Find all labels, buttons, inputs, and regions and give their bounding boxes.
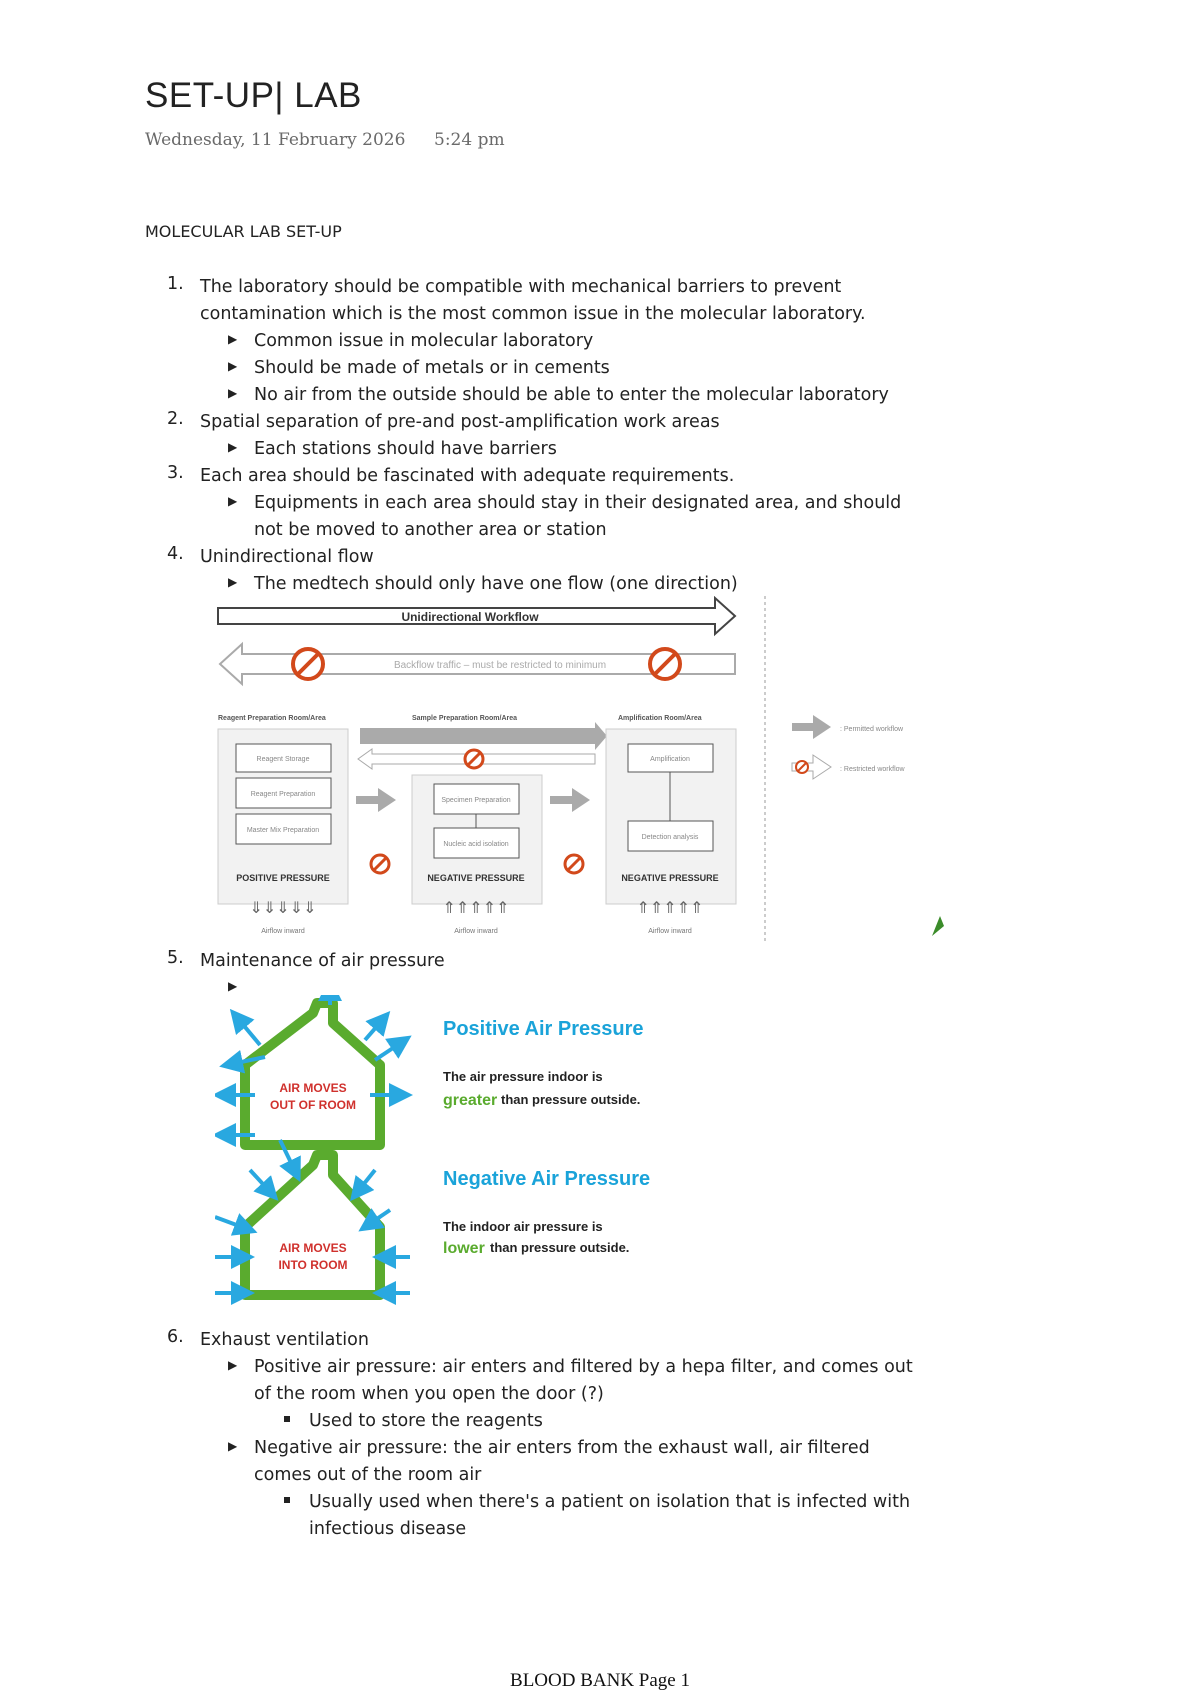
airflow-label: Airflow inward <box>454 928 498 935</box>
page-date: Wednesday, 11 February 2026 <box>145 130 406 150</box>
legend-restricted: : Restricted workflow <box>840 766 905 773</box>
positive-desc: The air pressure indoor is <box>443 1069 603 1084</box>
workflow-arrow <box>360 722 607 750</box>
step-label: Master Mix Preparation <box>246 827 320 834</box>
square-bullet-icon <box>284 1497 290 1503</box>
bullet-arrow-icon: ▶ <box>228 494 238 508</box>
no-entry-icon <box>465 750 483 768</box>
workflow-arrow <box>356 788 396 812</box>
bullet-text: Equipments in each area should stay in their designated area, and should <box>254 493 902 513</box>
page-title: SET-UP| LAB <box>145 76 362 115</box>
sub-bullet-text: infectious disease <box>309 1519 467 1539</box>
bullet-text: of the room when you open the door (?) <box>254 1384 604 1404</box>
airflow-label: Airflow inward <box>261 928 305 935</box>
item-number: 3. <box>167 463 184 483</box>
airflow-arrows-icon: ⇑⇑⇑⇑⇑ <box>636 900 704 917</box>
backflow-arrow-label: Backflow traffic – must be restricted to minimum <box>393 660 607 671</box>
room-title: Reagent Preparation Room/Area <box>218 715 326 722</box>
permitted-arrow-icon <box>792 715 831 739</box>
page-footer: BLOOD BANK Page 1 <box>510 1670 690 1691</box>
item-text: Spatial separation of pre-and post-amplification work areas <box>200 412 720 432</box>
house-label: OUT OF ROOM <box>270 1098 356 1112</box>
page-time: 5:24 pm <box>434 130 505 150</box>
step-label: Amplification <box>650 756 690 763</box>
pressure-label: NEGATIVE PRESSURE <box>427 873 525 883</box>
item-text: Each area should be fascinated with adequate requirements. <box>200 466 735 486</box>
house-negative-icon <box>245 1155 380 1295</box>
legend-permitted: : Permitted workflow <box>840 726 904 733</box>
item-text: contamination which is the most common issue in the molecular laboratory. <box>200 304 866 324</box>
step-label: Nucleic acid isolation <box>443 841 509 848</box>
house-positive-icon <box>245 1003 380 1145</box>
sub-bullet-text: Usually used when there's a patient on isolation that is infected with <box>309 1492 911 1512</box>
house-label: AIR MOVES <box>279 1081 347 1095</box>
item-number: 4. <box>167 544 184 564</box>
no-entry-icon <box>293 649 323 679</box>
room-title: Sample Preparation Room/Area <box>412 715 518 722</box>
no-entry-icon <box>565 855 583 873</box>
house-label: AIR MOVES <box>279 1241 347 1255</box>
item-number: 2. <box>167 409 184 429</box>
bullet-text: Each stations should have barriers <box>254 439 557 459</box>
bullet-text: Common issue in molecular laboratory <box>254 331 594 351</box>
no-entry-icon <box>796 761 808 773</box>
no-entry-icon <box>371 855 389 873</box>
pressure-label: NEGATIVE PRESSURE <box>621 873 719 883</box>
bullet-arrow-icon: ▶ <box>228 359 238 373</box>
step-label: Specimen Preparation <box>441 797 511 804</box>
room-title: Amplification Room/Area <box>618 715 702 722</box>
bullet-text: No air from the outside should be able to enter the molecular laboratory <box>254 385 889 405</box>
unidirectional-workflow-diagram <box>210 596 950 941</box>
item-text: Unindirectional flow <box>200 547 374 567</box>
bullet-arrow-icon: ▶ <box>228 1358 238 1372</box>
bullet-text: not be moved to another area or station <box>254 520 607 540</box>
bullet-arrow-icon: ▶ <box>228 979 238 993</box>
step-label: Detection analysis <box>641 834 699 841</box>
bullet-text: The medtech should only have one flow (one direction) <box>254 574 738 594</box>
item-text: The laboratory should be compatible with mechanical barriers to prevent <box>200 277 842 297</box>
bullet-text: Should be made of metals or in cements <box>254 358 610 378</box>
step-label: Reagent Preparation <box>250 791 316 798</box>
bullet-arrow-icon: ▶ <box>228 386 238 400</box>
workflow-arrow <box>550 788 590 812</box>
sub-bullet-text: Used to store the reagents <box>309 1411 543 1431</box>
square-bullet-icon <box>284 1416 290 1422</box>
airflow-arrows-icon: ⇓⇓⇓⇓⇓ <box>249 900 317 917</box>
item-text: Exhaust ventilation <box>200 1330 369 1350</box>
step-label: Reagent Storage <box>256 756 310 763</box>
positive-desc-rest: than pressure outside. <box>501 1092 641 1107</box>
leaf-fragment-icon <box>932 916 944 936</box>
airflow-arrows-icon: ⇑⇑⇑⇑⇑ <box>442 900 510 917</box>
air-pressure-diagram <box>215 995 685 1325</box>
positive-highlight: greater <box>443 1092 498 1109</box>
positive-heading: Positive Air Pressure <box>443 1018 644 1040</box>
item-number: 6. <box>167 1327 184 1347</box>
bullet-text: Negative air pressure: the air enters from the exhaust wall, air filtered <box>254 1438 870 1458</box>
bullet-text: Positive air pressure: air enters and filtered by a hepa filter, and comes out <box>254 1357 913 1377</box>
negative-highlight: lower <box>443 1240 485 1257</box>
no-entry-icon <box>650 649 680 679</box>
pressure-label: POSITIVE PRESSURE <box>236 873 330 883</box>
unidirectional-arrow-label: Unidirectional Workflow <box>401 610 539 624</box>
section-heading: MOLECULAR LAB SET-UP <box>145 222 342 241</box>
bullet-arrow-icon: ▶ <box>228 332 238 346</box>
bullet-arrow-icon: ▶ <box>228 440 238 454</box>
house-label: INTO ROOM <box>278 1258 348 1272</box>
negative-desc-rest: than pressure outside. <box>490 1240 630 1255</box>
bullet-text: comes out of the room air <box>254 1465 482 1485</box>
bullet-arrow-icon: ▶ <box>228 575 238 589</box>
airflow-label: Airflow inward <box>648 928 692 935</box>
item-number: 5. <box>167 948 184 968</box>
item-text: Maintenance of air pressure <box>200 951 445 971</box>
negative-heading: Negative Air Pressure <box>443 1168 651 1190</box>
negative-desc: The indoor air pressure is <box>443 1219 603 1234</box>
item-number: 1. <box>167 274 184 294</box>
bullet-arrow-icon: ▶ <box>228 1439 238 1453</box>
